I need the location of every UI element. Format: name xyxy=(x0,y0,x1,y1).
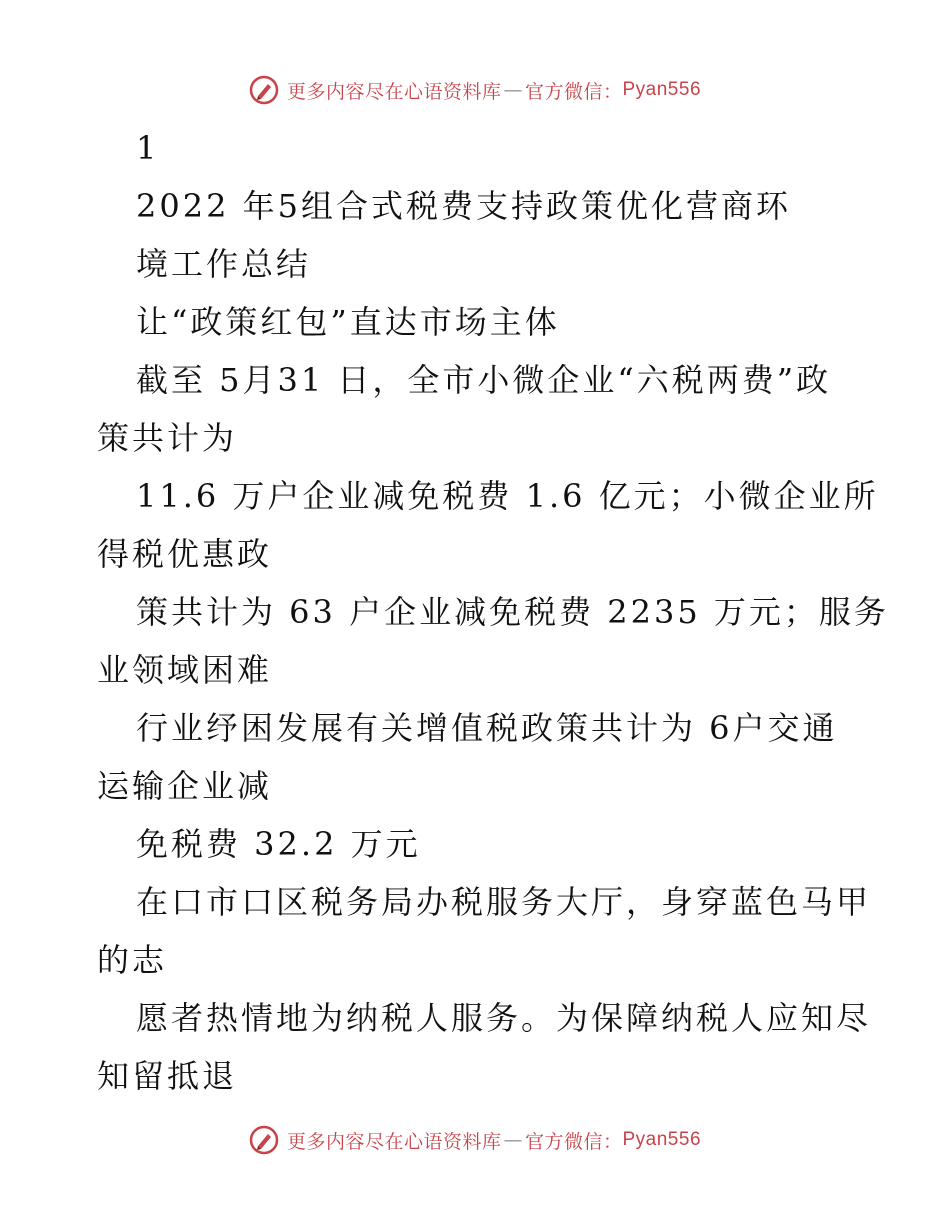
subtitle-line: 让“政策红包”直达市场主体 xyxy=(136,303,560,341)
watermark-separator: — xyxy=(503,79,523,101)
paragraph-line: 策共计为 xyxy=(97,419,238,457)
watermark-id: Pyan556 xyxy=(622,79,702,100)
paragraph-line: 免税费 32.2 万元 xyxy=(136,825,421,863)
paragraph-line: 知留抵退 xyxy=(97,1057,238,1095)
title-line-1: 2022 年5组合式税费支持政策优化营商环 xyxy=(136,187,791,225)
paragraph-line: 运输企业减 xyxy=(97,767,273,805)
paragraph-line: 得税优惠政 xyxy=(97,535,273,573)
paragraph-line: 11.6 万户企业减免税费 1.6 亿元；小微企业所 xyxy=(136,477,879,515)
watermark-official: 官方微信： xyxy=(524,80,623,103)
paragraph-line: 行业纾困发展有关增值税政策共计为 6户交通 xyxy=(136,709,838,747)
watermark-id: Pyan556 xyxy=(622,1129,702,1150)
paragraph-line: 截至 5月31 日，全市小微企业“六税两费”政 xyxy=(136,361,832,399)
watermark-official: 官方微信： xyxy=(524,1130,623,1153)
paragraph-line: 策共计为 63 户企业减免税费 2235 万元；服务 xyxy=(136,593,889,631)
watermark-text: 更多内容尽在心语资料库 xyxy=(286,80,502,103)
watermark-separator: — xyxy=(503,1129,523,1151)
watermark-text: 更多内容尽在心语资料库 xyxy=(286,1130,502,1153)
page-number-line: 1 xyxy=(136,129,160,167)
header-watermark xyxy=(0,70,950,110)
paragraph-line: 的志 xyxy=(97,941,168,979)
title-line-2: 境工作总结 xyxy=(136,245,312,283)
pen-logo-icon xyxy=(249,1125,279,1155)
paragraph-line: 业领域困难 xyxy=(97,651,273,689)
footer-watermark xyxy=(0,1120,950,1160)
paragraph-line: 愿者热情地为纳税人服务。为保障纳税人应知尽 xyxy=(136,999,872,1037)
pen-logo-icon xyxy=(249,75,279,105)
paragraph-line: 在口市口区税务局办税服务大厅，身穿蓝色马甲 xyxy=(136,883,872,921)
